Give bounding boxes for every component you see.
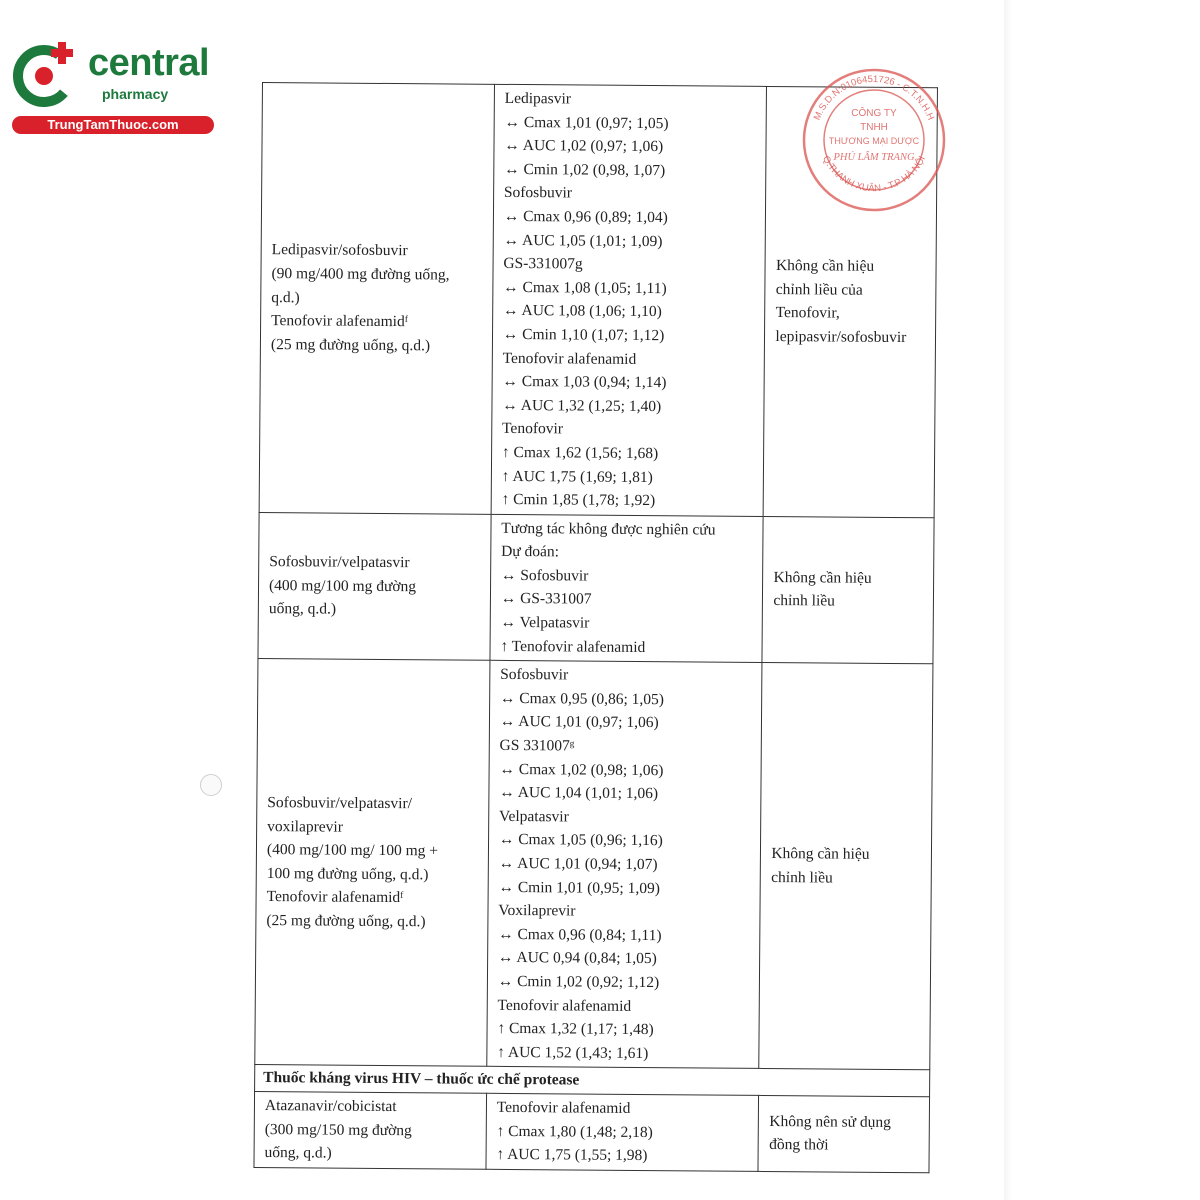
effect-cell-line: ↑ AUC 1,75 (1,55; 1,98) — [496, 1145, 648, 1165]
recommendation-cell — [762, 516, 934, 664]
drug-cell-line: (400 mg/100 mg/ 100 mg + — [266, 841, 439, 860]
drug-cell-line: Tenofovir alafenamidᶠ — [271, 312, 409, 331]
logo-subtitle: pharmacy — [102, 86, 169, 102]
stamp-line-3: THƯƠNG MẠI DƯỢC — [828, 136, 920, 146]
effect-cell-line: Velpatasvir — [498, 807, 569, 826]
stamp-ring-top: M.S.D.N:0106451726 - C.T.N.H.H — [811, 73, 937, 122]
section-title: Thuốc kháng virus HIV – thuốc ức chế protease — [255, 1065, 930, 1097]
drug-cell — [255, 659, 490, 1067]
table-row — [254, 1091, 930, 1172]
effect-cell-line: ↔ AUC 1,08 (1,06; 1,10) — [502, 302, 662, 321]
drug-cell-line: Sofosbuvir/velpatasvir — [269, 553, 410, 572]
drug-cell-line: voxilaprevir — [267, 817, 343, 836]
stamp-line-4: PHÚ LÂM TRANG — [833, 152, 915, 163]
effect-cell-line: ↔ Cmin 1,01 (0,95; 1,09) — [498, 878, 661, 897]
effect-cell-line: Sofosbuvir — [503, 184, 573, 202]
recommendation-cell-line: Không cần hiệu — [773, 568, 872, 587]
recommendation-cell-line: Không nên sử dụng — [769, 1112, 891, 1131]
drug-cell-line: (300 mg/150 mg đường — [264, 1120, 412, 1139]
effect-cell-line: Sofosbuvir — [500, 666, 569, 684]
drug-cell — [254, 1091, 486, 1169]
logo-name: central — [88, 42, 210, 84]
effect-cell-line: Tenofovir alafenamid — [496, 1098, 631, 1117]
effect-cell-line: Tương tác không được nghiên cứu — [501, 519, 716, 539]
drug-cell-line: (25 mg đường uống, q.d.) — [266, 912, 426, 931]
drug-cell-line: uống, q.d.) — [268, 600, 337, 618]
drug-cell-line: q.d.) — [271, 288, 300, 306]
effect-cell-line: ↔ Cmin 1,02 (0,98, 1,07) — [504, 160, 666, 179]
effect-cell-line: ↑ Cmax 1,32 (1,17; 1,48) — [497, 1020, 654, 1039]
effect-cell-line: ↔ Cmax 0,95 (0,86; 1,05) — [499, 689, 665, 709]
effect-cell — [490, 514, 764, 663]
effect-cell-line: Tenofovir — [502, 420, 564, 438]
effect-cell-line: ↔ Cmax 1,05 (0,96; 1,16) — [498, 831, 663, 850]
stamp-ring-bottom: Q.THANH XUÂN - T.P HÀ NỘI — [820, 154, 928, 195]
company-seal-stamp — [798, 64, 950, 216]
drug-cell-line: (25 mg đường uống, q.d.) — [270, 335, 431, 355]
effect-cell-line: GS-331007g — [503, 255, 583, 273]
effect-cell-line: ↑ AUC 1,75 (1,69; 1,81) — [501, 467, 653, 486]
effect-cell-line: ↔ Cmax 0,96 (0,89; 1,04) — [503, 207, 668, 227]
effect-cell — [491, 84, 767, 516]
effect-cell-line: ↔ Cmax 1,03 (0,94; 1,14) — [502, 373, 667, 392]
interaction-table — [253, 82, 938, 1173]
recommendation-cell-line: chỉnh liều — [773, 592, 836, 610]
effect-cell-line: ↔ Velpatasvir — [500, 613, 590, 632]
recommendation-cell — [759, 663, 933, 1070]
punch-hole — [200, 774, 222, 796]
effect-cell-line: ↔ AUC 1,04 (1,01; 1,06) — [499, 784, 659, 803]
effect-cell-line: ↔ Cmin 1,02 (0,92; 1,12) — [497, 972, 660, 992]
recommendation-cell-line: Không cần hiệu — [775, 257, 875, 275]
effect-cell-line: ↔ AUC 1,02 (0,97; 1,06) — [504, 137, 664, 156]
effect-cell-line: ↔ Cmin 1,10 (1,07; 1,12) — [502, 325, 665, 345]
drug-cell-line: (400 mg/100 mg đường — [268, 576, 417, 595]
effect-cell-line: ↔ Cmax 1,08 (1,05; 1,11) — [503, 278, 667, 297]
drug-cell — [258, 512, 491, 660]
effect-cell-line: ↔ Cmax 1,02 (0,98; 1,06) — [499, 760, 664, 779]
stamp-line-2: TNHH — [860, 122, 888, 133]
effect-cell-line: ↔ Sofosbuvir — [500, 566, 589, 585]
drug-cell-line: Sofosbuvir/velpatasvir/ — [267, 794, 413, 813]
effect-cell — [486, 1093, 759, 1171]
effect-cell-line: ↔ AUC 1,01 (0,94; 1,07) — [498, 854, 658, 874]
drug-cell — [259, 83, 494, 514]
effect-cell-line: Tenofovir alafenamid — [502, 349, 637, 368]
effect-cell — [487, 661, 763, 1069]
recommendation-cell-line: Tenofovir, — [775, 304, 840, 322]
page-edge-shadow — [1004, 0, 1012, 1200]
recommendation-cell-line: chỉnh liều — [771, 868, 833, 887]
effect-cell-line: ↔ GS-331007 — [500, 590, 592, 609]
logo-website: TrungTamThuoc.com — [12, 116, 214, 134]
recommendation-cell-line: Không cần hiệu — [771, 845, 870, 863]
effect-cell-line: ↔ AUC 0,94 (0,84; 1,05) — [497, 949, 657, 968]
table-row — [258, 512, 934, 664]
effect-cell-line: ↔ AUC 1,05 (1,01; 1,09) — [503, 231, 663, 250]
stamp-line-1: CÔNG TY — [851, 108, 897, 119]
table-row — [255, 659, 933, 1070]
effect-cell-line: ↔ AUC 1,01 (0,97; 1,06) — [499, 713, 659, 732]
drug-cell-line: Tenofovir alafenamidᶠ — [266, 888, 404, 907]
effect-cell-line: ↑ Cmin 1,85 (1,78; 1,92) — [501, 490, 656, 510]
recommendation-cell-line: lepipasvir/sofosbuvir — [775, 327, 907, 347]
pharmacy-cross-icon — [12, 40, 80, 108]
effect-cell-line: ↑ Cmax 1,62 (1,56; 1,68) — [501, 443, 659, 463]
drug-cell-line: uống, q.d.) — [264, 1144, 332, 1162]
effect-cell-line: ↑ Tenofovir alafenamid — [500, 637, 646, 656]
effect-cell-line: Dự đoán: — [501, 543, 560, 561]
effect-cell-line: Tenofovir alafenamid — [497, 996, 632, 1015]
drug-cell-line: Atazanavir/cobicistat — [264, 1096, 397, 1116]
drug-cell-line: (90 mg/400 mg đường uống, — [271, 265, 450, 284]
effect-cell-line: ↑ Cmax 1,80 (1,48; 2,18) — [496, 1122, 653, 1141]
central-pharmacy-logo — [8, 36, 218, 136]
effect-cell-line: ↑ AUC 1,52 (1,43; 1,61) — [497, 1043, 649, 1062]
drug-cell-line: Ledipasvir/sofosbuvir — [271, 241, 408, 260]
effect-cell-line: Voxilaprevir — [498, 902, 576, 920]
drug-cell-line: 100 mg đường uống, q.d.) — [266, 864, 429, 884]
effect-cell-line: ↔ Cmax 0,96 (0,84; 1,11) — [498, 925, 662, 944]
effect-cell-line: ↔ AUC 1,32 (1,25; 1,40) — [502, 396, 662, 415]
effect-cell-line: Ledipasvir — [504, 89, 572, 108]
effect-cell-line: ↔ Cmax 1,01 (0,97; 1,05) — [504, 113, 669, 132]
recommendation-cell — [758, 1095, 929, 1172]
recommendation-cell-line: chỉnh liều của — [775, 280, 863, 299]
effect-cell-line: GS 331007ᵍ — [499, 736, 575, 755]
recommendation-cell-line: đồng thời — [769, 1136, 829, 1154]
